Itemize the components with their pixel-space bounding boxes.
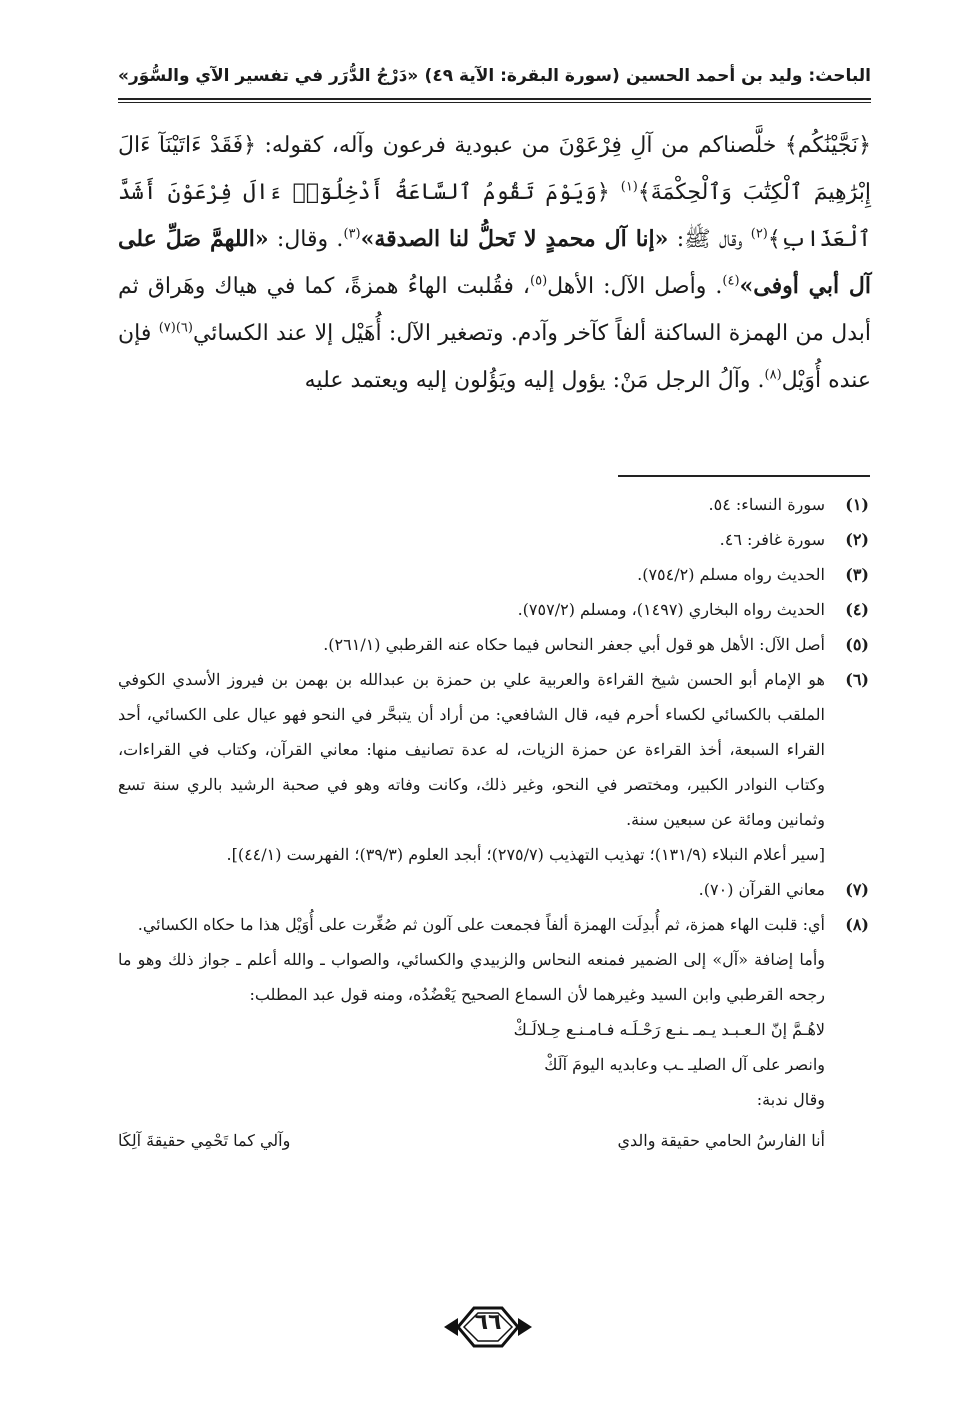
- footnote-rule: [618, 475, 870, 477]
- poem-verse: [118, 1012, 869, 1082]
- footnote: [118, 487, 869, 522]
- verse-hemistich: وآلي كما تَحْمِي حقيقةَ آلِكَا: [118, 1131, 291, 1150]
- footnote-number: (٨): [845, 915, 869, 934]
- ref-3: (٣): [343, 226, 361, 242]
- nadba-label: وقال ندبة:: [756, 1090, 825, 1109]
- poem-verse: [118, 1123, 869, 1158]
- main-p5: . وأصل الآل: الأهل: [547, 274, 723, 299]
- footnote-text: معاني القرآن (٧٠).: [698, 880, 825, 899]
- footnote-number: (٦): [845, 670, 869, 689]
- main-text: [118, 122, 871, 404]
- verse-line: وانصر على آل الصليـ ـب وعابديه اليومَ آلَكْ: [544, 1055, 825, 1074]
- footnote-number: (٢): [845, 530, 869, 549]
- header-surah-ref: (سورة البقرة: الآية ٤٩): [424, 66, 620, 86]
- footnote-text: سورة غافر: ٤٦.: [719, 530, 825, 549]
- ref-8: (٨): [764, 367, 782, 383]
- footnote-sources: [سير أعلام النبلاء (١٣١/٩)؛ تهذيب التهذيب (٢٧٥/٧)؛ أبجد العلوم (٣٩/٣)؛ الفهرست (٤٤/١)].: [226, 845, 825, 864]
- footnote-text: الحديث رواه البخاري (١٤٩٧)، ومسلم (٧٥٧/٢).: [517, 600, 825, 619]
- header-rule: [118, 98, 871, 100]
- footnote: [118, 907, 869, 942]
- verse-hemistich: أنا الفارسُ الحامي حقيقة والدي: [617, 1131, 825, 1150]
- running-header: [118, 58, 871, 94]
- footnote-number: (٧): [845, 880, 869, 899]
- main-p1: ﴿نَجَّيْنَٰكُم﴾ خلَّصناكم من آلِ فِرْعَوْنَ من عبودية فرعون وآله، كقوله: ﴿فَقَدْ ءَاتَيْنَآ ءَالَ إِبْرَٰهِيمَ ٱلْكِتَٰبَ وَٱلْحِكْمَةَ﴾: [118, 133, 872, 205]
- footnote: [118, 662, 869, 837]
- footnote-number: (٣): [845, 565, 869, 584]
- header-book-title: «دَرْجُ الدُّرَر في تفسير الآي والسُّوَر»: [118, 66, 419, 86]
- hadith-2: «اللهمَّ صَلِّ على آل أبي أوفى»: [118, 226, 871, 299]
- verse-line: لاهُـمَّ إنّ الـعـبـد يـمـ ـنـع رَحْـلَـه فـامـنـع حِـلالَـكْ: [513, 1020, 825, 1039]
- footnote-text: أصل الآل: الأهل هو قول أبي جعفر النحاس فيما حكاه عنه القرطبي (٢٦١/١).: [323, 635, 825, 654]
- footnote: [118, 627, 869, 662]
- header-author: الباحث: وليد بن أحمد الحسين: [626, 66, 871, 86]
- footnote-number: (١): [845, 495, 869, 514]
- footnote-text: أي: قلبت الهاء همزة، ثم أُبدِلَت الهمزة ألفاً فجمعت على آلون ثم صُغِّرت على أُوَيْل هذا ما حكاه الكسائي.: [137, 915, 825, 934]
- main-p4: . وقال:: [268, 227, 344, 252]
- main-p3: وقال ﷺ:: [668, 227, 751, 252]
- footnote-number: (٥): [845, 635, 869, 654]
- ref-4: (٤): [722, 273, 740, 289]
- ref-2: (٢): [750, 226, 768, 242]
- footnote-text: سورة النساء: ٥٤.: [708, 495, 825, 514]
- footnote: [118, 872, 869, 907]
- footnote: [118, 592, 869, 627]
- footnotes: [118, 487, 869, 1158]
- ref-1: (١): [620, 179, 638, 195]
- footnote: [118, 522, 869, 557]
- header-rule-thin: [118, 102, 871, 103]
- footnote-continuation: وأما إضافة «آل» إلى الضمير فمنعه النحاس والزبيدي والكسائي، والصواب ـ والله أعلم ـ جواز ذلك وهو ما رجحه القرطبي وابن السيد وغيرهما لأن السماع الصحيح يَعْضُدُه، ومنه قول عبد المطلب:: [118, 950, 825, 1004]
- page-number: ٦٦: [474, 1310, 502, 1335]
- main-p8: . وآلُ الرجل مَنْ: يؤول إليه ويَؤُلون إليه ويعتمد عليه: [304, 368, 765, 393]
- ref-5: (٥): [530, 273, 548, 289]
- main-p2: ﴿وَيَوْمَ تَقُومُ ٱلسَّاعَةُ أَدْخِلُوٓا۟ ءَالَ فِرْعَوْنَ أَشَدَّ ٱلْعَذَابِ﴾: [118, 180, 871, 252]
- footnote: [118, 557, 869, 592]
- main-p7: فإن عنده أُوَيْل: [118, 321, 871, 393]
- main-p6: ، فقُلبت الهاءُ همزةً، كما في هياك وهَراق ثم أبدل من الهمزة الساكنة ألفاً كآخر وآدم. وتصغير الآل: أُهَيْل إلا عند الكسائي: [118, 274, 871, 346]
- footnote-text: هو الإمام أبو الحسن شيخ القراءة والعربية علي بن حمزة بن عبدالله بن بهمن بن فيروز الأسدي الكوفي الملقب بالكسائي لكساء أحرم فيه، قال الشافعي: من أراد أن يتبحَّر في النحو فهو عيال على الكسائي، أحد القراء السبعة، أخذ القراءة عن حمزة الزيات، له عدة تصانيف منها: معاني القرآن، وكتاب في القراءات، وكتاب النوادر الكبير، ومختصر في النحو، وغير ذلك، وكانت وفاته وهو في صحبة الرشيد بالري سنة تسع وثمانين ومائة عن سبعين سنة.: [118, 670, 825, 829]
- footnote-text: الحديث رواه مسلم (٧٥٤/٢).: [637, 565, 825, 584]
- footnote-number: (٤): [845, 600, 869, 619]
- ref-6-7: (٦)(٧): [158, 320, 193, 336]
- hadith-1: «إنا آل محمدٍ لا تَحلُّ لنا الصدقة»: [360, 226, 669, 252]
